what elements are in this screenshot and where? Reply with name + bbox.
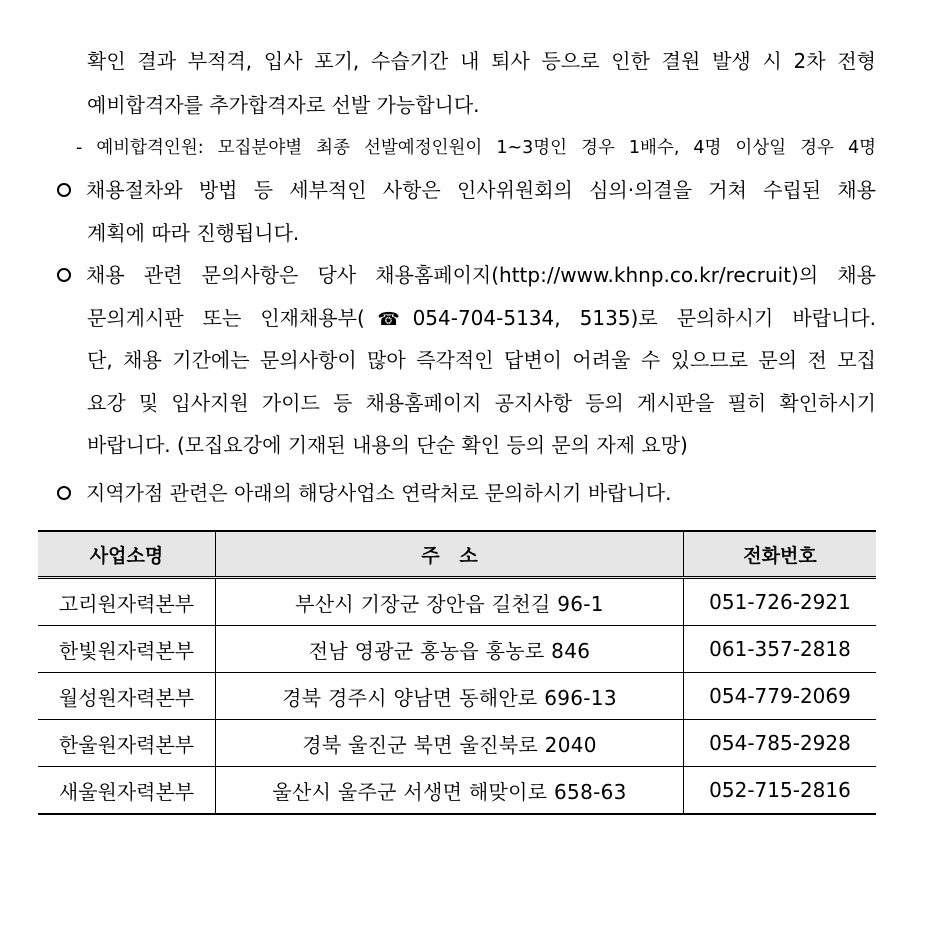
continued-paragraph-line-1: 확인 결과 부적격, 입사 포기, 수습기간 내 퇴사 등으로 인한 결원 발생 시 2차 전형	[87, 49, 876, 73]
header-site-name: 사업소명	[38, 531, 216, 578]
bullet-item-inquiry	[57, 261, 876, 289]
site-name-cell: 한빛원자력본부	[38, 626, 216, 673]
continued-paragraph-line-2: 예비합격자를 추가합격자로 선발 가능합니다.	[87, 93, 480, 117]
inquiry-board-text: 문의게시판 또는 인재채용부(	[87, 306, 365, 330]
bullet-item-inquiry-line-3: 단, 채용 기간에는 문의사항이 많아 즉각적인 답변이 어려울 수 있으므로 문의 전 모집	[87, 348, 876, 372]
table-row	[38, 720, 876, 767]
table-row	[38, 673, 876, 720]
address-cell: 경북 울진군 북면 울진북로 2040	[216, 720, 684, 767]
circle-bullet-icon	[57, 268, 71, 282]
bullet-item-inquiry-line-5: 바랍니다. (모집요강에 기재된 내용의 단순 확인 등의 문의 자제 요망)	[87, 433, 688, 457]
address-cell: 경북 경주시 양남면 동해안로 696-13	[216, 673, 684, 720]
address-cell: 울산시 울주군 서생면 해맞이로 658-63	[216, 767, 684, 815]
table-row	[38, 767, 876, 815]
circle-bullet-icon	[57, 183, 71, 197]
bullet-item-regional-points	[57, 479, 876, 507]
site-name-cell: 고리원자력본부	[38, 578, 216, 626]
bullet-item-inquiry-line-2	[87, 304, 876, 334]
phone-cell: 061-357-2818	[684, 626, 877, 673]
site-name-cell: 월성원자력본부	[38, 673, 216, 720]
reserve-quota-note: - 예비합격인원: 모집분야별 최종 선발예정인원이 1~3명인 경우 1배수, 4명 이상일 경우 4명	[76, 138, 876, 158]
recruit-dept-phone: 054-704-5134, 5135)로 문의하시기 바랍니다.	[412, 306, 877, 330]
header-address: 주 소	[216, 531, 684, 578]
table-row	[38, 578, 876, 626]
site-contact-table	[38, 530, 876, 815]
site-name-cell: 새울원자력본부	[38, 767, 216, 815]
address-cell: 전남 영광군 홍농읍 홍농로 846	[216, 626, 684, 673]
phone-icon: ☎	[364, 309, 413, 330]
circle-bullet-icon	[57, 486, 71, 500]
phone-cell: 054-785-2928	[684, 720, 877, 767]
address-cell: 부산시 기장군 장안읍 길천길 96-1	[216, 578, 684, 626]
phone-cell: 054-779-2069	[684, 673, 877, 720]
bullet-item-procedure	[57, 176, 876, 204]
site-name-cell: 한울원자력본부	[38, 720, 216, 767]
bullet-item-inquiry-line-1: 채용 관련 문의사항은 당사 채용홈페이지(http://www.khnp.co.kr/recruit)의 채용	[86, 263, 876, 287]
table-row	[38, 626, 876, 673]
table-header-row	[38, 531, 876, 578]
bullet-item-regional-points-text: 지역가점 관련은 아래의 해당사업소 연락처로 문의하시기 바랍니다.	[86, 481, 672, 505]
bullet-item-inquiry-line-4: 요강 및 입사지원 가이드 등 채용홈페이지 공지사항 등의 게시판을 필히 확인하시기	[87, 391, 876, 415]
header-phone: 전화번호	[684, 531, 877, 578]
phone-cell: 052-715-2816	[684, 767, 877, 815]
phone-cell: 051-726-2921	[684, 578, 877, 626]
bullet-item-procedure-line-2: 계획에 따라 진행됩니다.	[87, 221, 300, 245]
bullet-item-procedure-line-1: 채용절차와 방법 등 세부적인 사항은 인사위원회의 심의·의결을 거쳐 수립된 채용	[86, 178, 876, 202]
